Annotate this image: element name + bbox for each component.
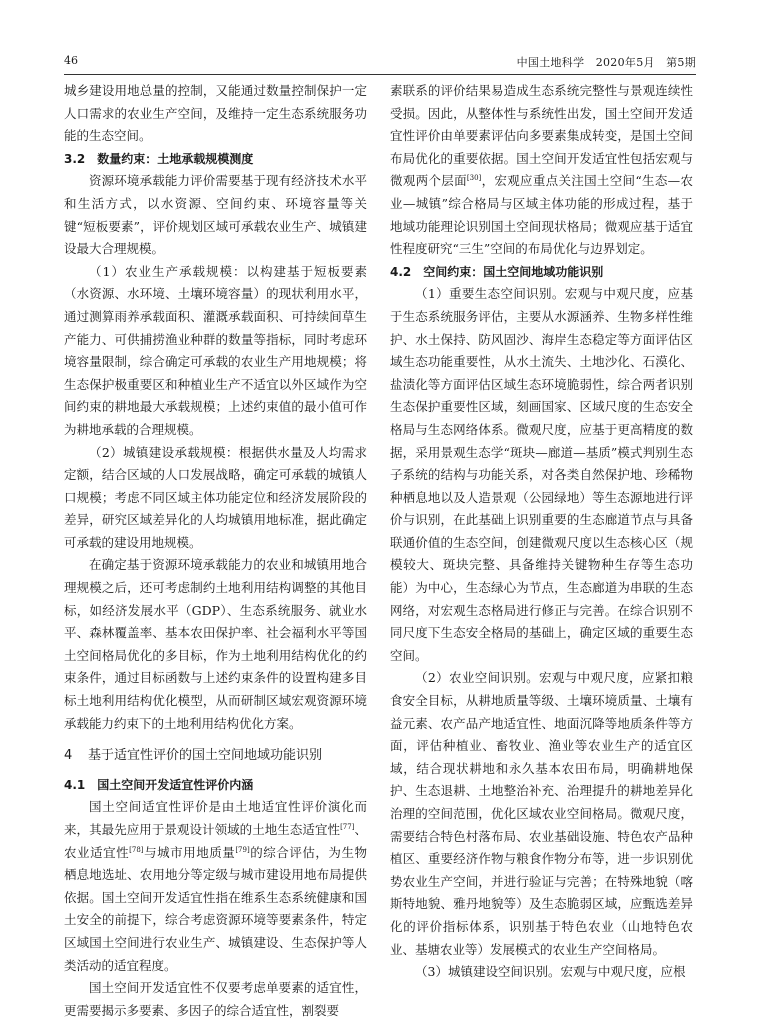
page-number: 46 bbox=[64, 54, 78, 67]
citation-30: [30] bbox=[466, 174, 482, 183]
paragraph: （2）城镇建设承载规模：根据供水量及人均需求定额，结合区域的人口发展战略，确定可承载的城镇人口规模；考虑不同区域主体功能定位和经济发展阶段的差异，研究区域差异化的人均城镇用地标准，据此确定可承载的建设用地规模。 bbox=[64, 444, 367, 550]
text-run: 国土空间适宜性评价是由土地适宜性评价演化而来，其最先应用于景观设计领域的土地生态适宜性 bbox=[64, 799, 367, 837]
left-column bbox=[64, 80, 367, 1022]
paragraph: （3）城镇建设空间识别。宏观与中观尺度，应根 bbox=[415, 964, 686, 980]
section-heading-4-1: 4.1 国土空间开发适宜性评价内涵 bbox=[64, 777, 254, 792]
paragraph-with-citations bbox=[64, 796, 367, 977]
section-title: 基于适宜性评价的国土空间地域功能识别 bbox=[88, 748, 323, 764]
text-run: 素联系的评价结果易造成生态系统完整性与景观连续性受损。因此，从整体性与系统性出发，国土空间开发适宜性评价由单要素评估向多要素集成转变，是国土空间布局优化的重要依据。国土空间开发适宜性包括宏观与微观两个层面 bbox=[390, 83, 693, 189]
citation-77: [77] bbox=[340, 822, 355, 831]
section-heading-4-2: 4.2 空间约束：国土空间地域功能识别 bbox=[390, 264, 604, 279]
journal-info: 中国土地科学 2020年5月 第5期 bbox=[516, 56, 696, 69]
paragraph: 城乡建设用地总量的控制，又能通过数量控制保护一定人口需求的农业生产空间，及维持一定生态系统服务功能的生态空间。 bbox=[64, 83, 367, 144]
page-header bbox=[64, 54, 696, 72]
section-heading-4 bbox=[64, 745, 367, 768]
paragraph: 在确定基于资源环境承载能力的农业和城镇用地合理规模之后，还可考虑制约土地利用结构调整的其他目标，如经济发展水平（GDP）、生态系统服务、就业水平、森林覆盖率、基本农田保护率、社会福利水平等国土空间格局优化的多目标，作为土地利用结构优化的约束条件，通过目标函数与上述约束条件的设置构建多目标土地利用结构优化模型，从而研制区域宏观资源环境承载能力约束下的土地利用结构优化方案。 bbox=[64, 557, 367, 731]
paragraph-with-citation bbox=[390, 80, 693, 261]
paragraph: （1）农业生产承载规模：以构建基于短板要素（水资源、水环境、土壤环境容量）的现状利用水平，通过测算雨养承载面积、灌溉承载面积、可持续间草生产能力、可供捕捞渔业种群的数量等指标，同时考虑环境容量限制，综合确定可承载的农业生产用地规模；将生态保护极重要区和种植业生产不适宜以外区域作为空间约束的耕地最大承载规模；上述约束值的最小值可作为耕地承载的合理规模。 bbox=[64, 263, 367, 437]
section-heading-3-2: 3.2 数量约束：土地承载规模测度 bbox=[64, 151, 254, 166]
citation-78: [78] bbox=[129, 845, 144, 854]
paragraph: 国土空间开发适宜性不仅要考虑单要素的适宜性，更需要揭示多要素、多因子的综合适宜性，割裂要 bbox=[64, 980, 367, 1018]
section-number: 4 bbox=[64, 748, 73, 764]
citation-79: [79] bbox=[235, 845, 250, 854]
text-run: 的综合评估，为生物栖息地选址、农用地分等定级与城市建设用地布局提供依据。国土空间开发适宜性指在维系生态系统健康和国土安全的前提下，综合考虑资源环境等要素条件，特定区域国土空间进行农业生产、城镇建设、生态保护等人类活动的适宜程度。 bbox=[64, 844, 367, 973]
text-run: 、农业适宜性 bbox=[64, 822, 367, 860]
header-rule bbox=[64, 74, 696, 75]
paragraph: （2）农业空间识别。宏观与中观尺度，应紧扣粮食安全目标，从耕地质量等级、土壤环境质量、土壤有益元素、农产品产地适宜性、地面沉降等地质条件等方面，评估种植业、畜牧业、渔业等农业生产的适宜区域，结合现状耕地和永久基本农田布局，明确耕地保护、生态退耕、土地整治补充、治理提升的耕地差异化治理的空间范围，优化区域农业空间格局。微观尺度，需要结合特色村落布局、农业基础设施、特色农产品种植区、重要经济作物与粮食作物分布等，进一步识别优势农业生产空间，并进行验证与完善；在特殊地貌（喀斯特地貌、雅丹地貌等）及生态脆弱区域，应甄选差异化的评价指标体系，识别基于特色农业（山地特色农业、基塘农业等）发展模式的农业生产空间格局。 bbox=[390, 670, 693, 957]
text-run: 与城市用地质量 bbox=[143, 844, 236, 860]
right-column bbox=[390, 80, 693, 984]
paragraph: 资源环境承载能力评价需要基于现有经济技术水平和生活方式，以水资源、空间约束、环境容量等关键“短板要素”，评价规划区域可承载农业生产、城镇建设最大合理规模。 bbox=[64, 173, 367, 257]
text-run: ，宏观应重点关注国土空间“生态—农业—城镇”综合格局与区域主体功能的形成过程，基于地域功能理论识别国土空间现状格局；微观应基于适宜性程度研究“三生”空间的布局优化与边界划定。 bbox=[390, 173, 693, 257]
paragraph: （1）重要生态空间识别。宏观与中观尺度，应基于生态系统服务评估，主要从水源涵养、生物多样性维护、水土保持、防风固沙、海岸生态稳定等方面评估区域生态功能重要性，从水土流失、土地沙化、石漠化、盐渍化等方面评估区域生态环境脆弱性，综合两者识别生态保护重要性区域，刻画国家、区域尺度的生态安全格局与生态网络体系。微观尺度，应基于更高精度的数据，采用景观生态学“斑块—廊道—基质”模式判别生态子系统的结构与功能关系，对各类自然保护地、珍稀物种栖息地以及人造景观（公园绿地）等生态源地进行评价与识别，在此基础上识别重要的生态廊道节点与具备联通价值的生态空间，创建微观尺度以生态核心区（规模较大、斑块完整、具备维持关键物种生存等生态功能）为中心，生态绿心为节点，生态廊道为串联的生态网络，对宏观生态格局进行修正与完善。在综合识别不同尺度下生态安全格局的基础上，确定区域的重要生态空间。 bbox=[390, 286, 693, 663]
